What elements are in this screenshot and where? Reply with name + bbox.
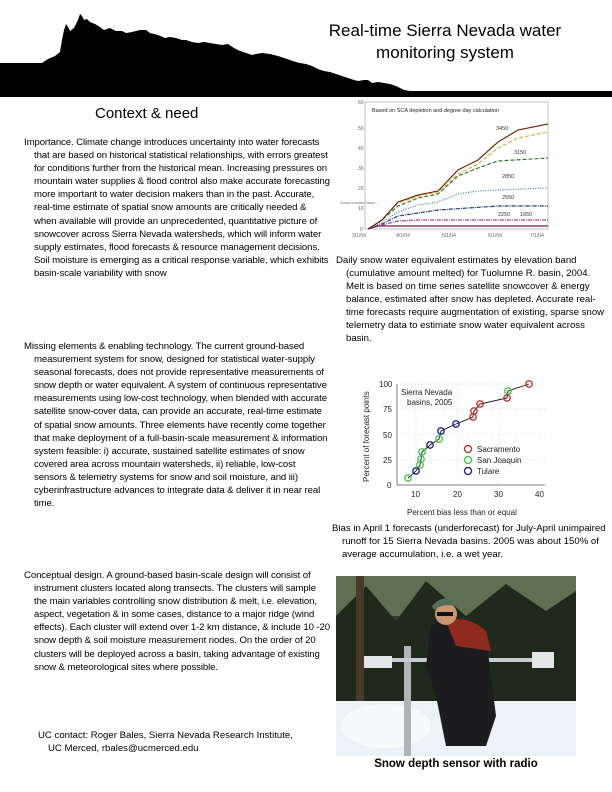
bias-legend [465,445,522,476]
contact-info [38,729,328,755]
photo-illustration [336,576,576,756]
svg-text:3150: 3150 [514,150,527,156]
page-title-line1: Real-time Sierra Nevada water [328,21,562,40]
svg-text:Percent bias less than or equa: Percent bias less than or equal [407,508,517,517]
svg-text:2250: 2250 [498,212,511,218]
contact-line2: UC Merced, rbales@ucmerced.edu [48,743,199,754]
svg-text:30: 30 [358,166,364,172]
melt-caption-text: Daily snow water equivalent estimates by elevation band (cumulative amount melted) for Tuolumne R. basin, 2004. Melt is based on time series satellite snowcover & energy balance, estimated after snow has depleted. Accurate real-time forecasts require augmentation of existing, sparse snow telemetry data to estimate snow water equivalent across basin. [336,255,605,344]
melt-chart-title: Based on SCA depletion and degree day calculation [372,108,499,114]
svg-text:4/1/04: 4/1/04 [396,233,410,239]
svg-text:50: 50 [383,431,392,440]
svg-text:6/1/04: 6/1/04 [488,233,502,239]
svg-text:7/1/04: 7/1/04 [530,233,544,239]
svg-text:basins, 2005: basins, 2005 [407,398,453,407]
importance-paragraph: Importance. Climate change introduces uncertainty into water forecasts that are based on historical statistical relationships, with errors greatest for conditions further from the historical mean. Increasing pressures on mountain water supplies & flood control also make accurate forecasting more important to water decision makers than in the past. Accurate, real-time estimate of spatial snow amounts are critically needed & when available will provide an unprecedented, quantitative picture of snowcover across Sierra Nevada watersheds, which will inform water supply estimates, flood forecasts & resource management decisions. Soil moisture is emerging as a critical response variable, which exhibits basin-scale variability with snow [24,137,330,279]
svg-text:0: 0 [360,227,363,233]
svg-text:20: 20 [453,490,462,499]
svg-text:2550: 2550 [502,195,515,201]
svg-text:San Joaquin: San Joaquin [477,456,522,465]
svg-text:Snow-covered area ...: Snow-covered area ... [340,200,380,205]
photo-caption: Snow depth sensor with radio [374,758,538,770]
svg-text:Sierra Nevada: Sierra Nevada [401,388,453,397]
melt-chart-axes [340,100,548,239]
svg-text:1950: 1950 [520,212,533,218]
svg-text:5/1/04: 5/1/04 [442,233,456,239]
melt-line-chart [338,98,560,246]
svg-text:75: 75 [383,405,392,414]
svg-text:Sacramento: Sacramento [477,445,521,454]
svg-text:25: 25 [383,456,392,465]
svg-text:60: 60 [358,100,364,106]
svg-text:10: 10 [411,490,420,499]
svg-text:10: 10 [358,206,364,212]
svg-text:3/1/04: 3/1/04 [352,233,366,239]
conceptual-design-paragraph: Conceptual design. A ground-based basin-scale design will consist of instrument clusters located along transects. The clusters will sample the main variables controlling snow distribution & melt, i.e. elevation, aspect, vegetation & in some cases, distance to a major ridge (wind effects). Each cluster will extend over 1-2 km distance, & include 10 -20 snow depth & soil moisture measurement nodes. On the order of 20 clusters will be deployed across a basin, taking advantage of existing snow & meteorological sites where possible. [24,570,330,673]
svg-text:2850: 2850 [502,174,515,180]
svg-text:20: 20 [358,186,364,192]
page-title-line2: monitoring system [376,43,514,62]
svg-text:30: 30 [494,490,503,499]
svg-text:3450: 3450 [496,126,509,132]
svg-text:50: 50 [358,126,364,132]
bias-chart-caption [332,522,607,561]
page-title [300,20,590,64]
svg-text:40: 40 [535,490,544,499]
svg-text:Tulare: Tulare [477,467,500,476]
svg-text:100: 100 [379,380,393,389]
missing-elements-paragraph: Missing elements & enabling technology. The current ground-based measurement system for snow, designed for statistical water-supply seasonal forecasts, does not provide representative measurements of snow depth or water equivalent. A system of continuous representative measurements using low-cost technology, when blended with accurate satellite snow-cover data, can provide an accurate, real-time estimate of spatial snow amounts. Three elements have recently come together that make deployment of a full-basin-scale measurement & information system feasible: i) accurate, sustained satellite estimates of snow covered area across mountain watersheds, ii) reliable, low-cost sensors & telemetry systems for snow and soil moisture, and iii) cyberinfrastructure advances to integrate data & deliver it in near real time. [24,341,328,510]
svg-text:Percent of forecast points: Percent of forecast points [362,391,371,482]
svg-text:0: 0 [387,481,392,490]
snow-sensor-photo [336,576,576,756]
section-heading: Context & need [95,105,199,122]
svg-text:40: 40 [358,146,364,152]
bias-caption-text: Bias in April 1 forecasts (underforecast) for July-April unimpaired runoff for 15 Sierra Nevada basins. 2005 was about 150% of average accumulation, i.e. a wet year. [332,523,606,560]
melt-chart-caption [336,254,606,345]
bias-scatter-chart [355,370,555,520]
contact-line1: UC contact: Roger Bales, Sierra Nevada Research Institute, [38,730,293,741]
